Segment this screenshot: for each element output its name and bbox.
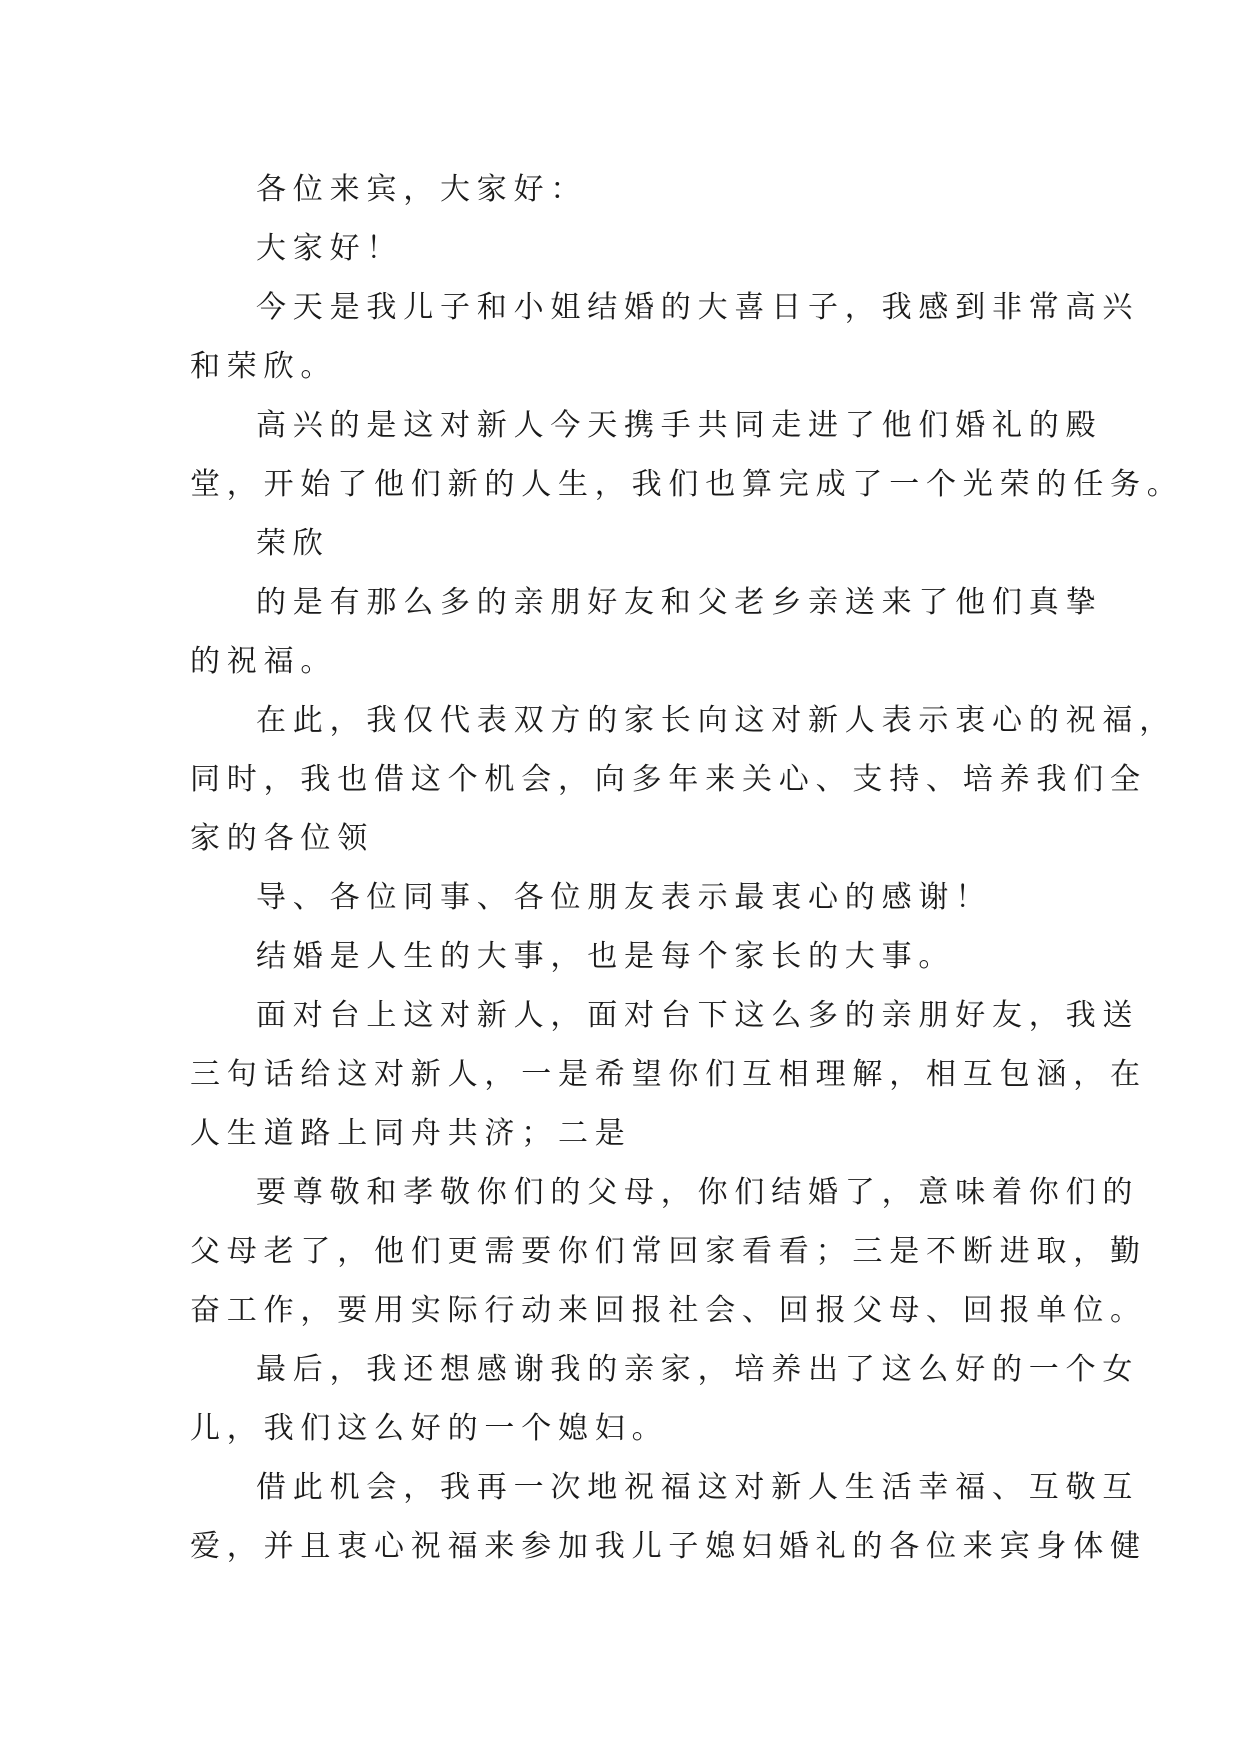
text-line: 的祝福。 xyxy=(190,644,338,679)
text-line: 最后，我还想感谢我的亲家，培养出了这么好的一个女 xyxy=(256,1352,1140,1387)
text-line: 和荣欣。 xyxy=(190,349,338,384)
speech-text xyxy=(190,160,1184,1576)
text-line: 借此机会，我再一次地祝福这对新人生活幸福、互敬互 xyxy=(256,1470,1140,1505)
text-line: 家的各位领 xyxy=(190,821,374,856)
text-line: 大家好！ xyxy=(256,231,404,266)
text-line: 导、各位同事、各位朋友表示最衷心的感谢！ xyxy=(256,880,992,915)
text-line: 堂，开始了他们新的人生，我们也算完成了一个光荣的任务。 xyxy=(190,467,1184,502)
text-line: 今天是我儿子和小姐结婚的大喜日子，我感到非常高兴 xyxy=(256,290,1140,325)
text-line: 同时，我也借这个机会，向多年来关心、支持、培养我们全 xyxy=(190,762,1147,797)
text-line: 三句话给这对新人，一是希望你们互相理解，相互包涵，在 xyxy=(190,1057,1147,1092)
text-line: 人生道路上同舟共济；二是 xyxy=(190,1116,632,1151)
text-line: 高兴的是这对新人今天携手共同走进了他们婚礼的殿 xyxy=(256,408,1103,443)
text-line: 面对台上这对新人，面对台下这么多的亲朋好友，我送 xyxy=(256,998,1140,1033)
text-line: 爱，并且衷心祝福来参加我儿子媳妇婚礼的各位来宾身体健 xyxy=(190,1529,1147,1564)
text-line: 儿，我们这么好的一个媳妇。 xyxy=(190,1411,669,1446)
text-line: 奋工作，要用实际行动来回报社会、回报父母、回报单位。 xyxy=(190,1293,1147,1328)
text-line: 父母老了，他们更需要你们常回家看看；三是不断进取，勤 xyxy=(190,1234,1147,1269)
text-line: 荣欣 xyxy=(256,526,330,561)
text-line: 在此，我仅代表双方的家长向这对新人表示衷心的祝福， xyxy=(256,703,1176,738)
text-line: 要尊敬和孝敬你们的父母，你们结婚了，意味着你们的 xyxy=(256,1175,1140,1210)
text-line: 的是有那么多的亲朋好友和父老乡亲送来了他们真挚 xyxy=(256,585,1103,620)
text-line: 各位来宾，大家好： xyxy=(256,172,588,207)
text-line: 结婚是人生的大事，也是每个家长的大事。 xyxy=(256,939,956,974)
